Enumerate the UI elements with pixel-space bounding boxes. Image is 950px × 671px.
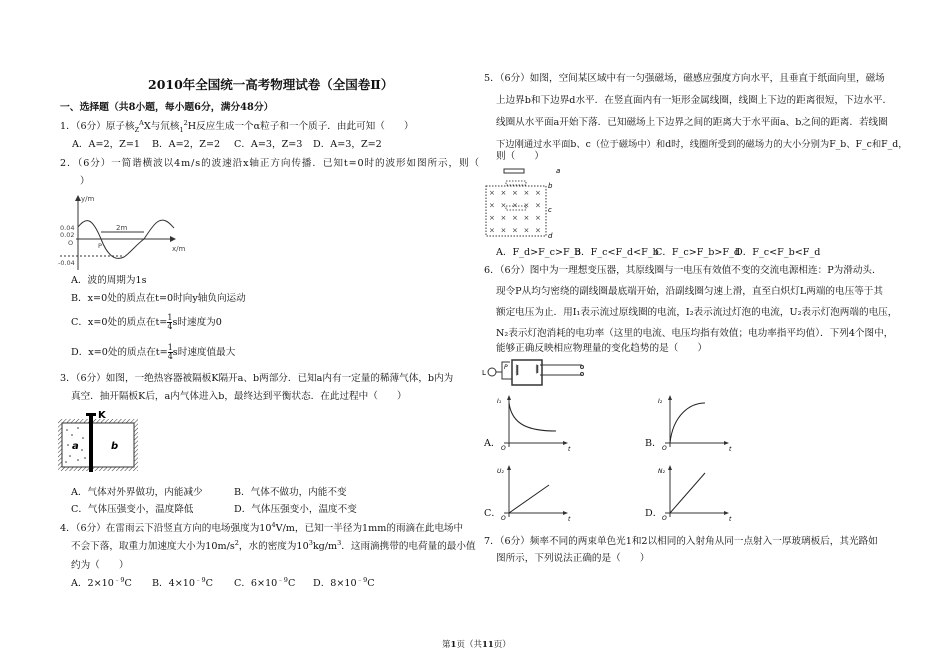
field-cross: ×: [523, 214, 530, 222]
opt-sup: ﹣9: [356, 575, 368, 584]
q4-text: kg/m: [312, 541, 338, 552]
denominator: 4: [167, 322, 173, 331]
denominator: 4: [167, 352, 173, 361]
terminal: [581, 373, 584, 376]
q3-option-d: D．气体压强变小，温度不变: [234, 504, 357, 515]
label-a: a: [556, 167, 561, 175]
opt-text: C: [124, 578, 132, 589]
total-pages: 11: [481, 640, 494, 650]
q5-option-b: B．F_c<F_d<F_b: [574, 247, 659, 258]
q6-option-c-label: C．: [484, 508, 501, 519]
q6-option-b-label: B．: [645, 438, 662, 449]
partition-k: [89, 414, 93, 472]
x-arrow: [724, 441, 729, 445]
q3-option-c: C．气体压强变小，温度降低: [71, 504, 194, 515]
y-label: N₂: [658, 468, 665, 475]
label-d: d: [548, 232, 553, 240]
label-c: c: [548, 206, 552, 214]
opt-sup: ﹣9: [195, 575, 206, 584]
opt-text: A．2×10: [71, 578, 114, 589]
wave-figure: [58, 195, 188, 275]
container-figure: [58, 410, 158, 472]
origin-label: O: [501, 515, 506, 522]
question-1: [60, 120, 414, 133]
footer-text: 页（共: [456, 640, 482, 650]
origin-label: O: [662, 445, 667, 452]
tick-label: 0.04: [60, 224, 75, 232]
q6-graph-b: [658, 395, 735, 453]
field-cross: ×: [489, 201, 495, 210]
opt-text: C: [205, 578, 213, 589]
q4-text: ，水的密度为10: [238, 541, 309, 552]
trend-curve: [670, 403, 705, 443]
field-cross: ×: [535, 189, 541, 197]
field-cross: ×: [512, 214, 518, 222]
y-label: I₂: [658, 398, 663, 405]
point-label: P: [98, 242, 102, 250]
y-arrow: [668, 465, 672, 470]
q3-option-a: A．气体对外界做功，内能减少: [71, 487, 203, 498]
a-label: a: [72, 441, 79, 452]
field-cross: ×: [500, 214, 507, 222]
q4-sup: 2: [234, 538, 239, 547]
terminal: [581, 366, 584, 369]
q6-option-a-label: A．: [484, 438, 501, 449]
partition-handle: [86, 413, 96, 416]
secondary-coil: [516, 365, 518, 375]
field-crosses: [489, 189, 541, 235]
q2-option-a: A．波的周期为1s: [71, 275, 147, 286]
q5-option-d: D．F_c<F_b<F_d: [735, 247, 821, 258]
field-cross: ×: [523, 201, 530, 210]
question-6-cont: 能够正确反映相应物理量的变化趋势的是（ ）: [496, 343, 708, 354]
q4-sup: 3: [308, 538, 313, 547]
numerator: 1: [167, 313, 173, 322]
q2-option-c: [71, 314, 222, 331]
coil: [504, 169, 524, 173]
numerator: 1: [167, 343, 173, 352]
field-cross: ×: [512, 189, 518, 197]
page-number: 1: [450, 640, 457, 650]
question-2: 2．（6分）一简谐横波以4m/s的波速沿x轴正方向传播．已知t=0时的波形如图所示，则（: [60, 158, 480, 169]
q4-option-a: [71, 577, 132, 590]
q1-sup: 2: [183, 118, 188, 127]
q1-option-c: C．A=3，Z=3: [234, 139, 303, 150]
question-4-cont: 约为（ ）: [71, 560, 129, 571]
span-label: 2m: [116, 224, 128, 232]
q1-option-b: B．A=2，Z=2: [152, 139, 221, 150]
question-5-cont: 上边界b和下边界d水平．在竖直面内有一矩形金属线圈，线圈上下边的距离很短，下边水平．: [496, 95, 893, 106]
field-cross: ×: [500, 201, 507, 210]
lamp-label: L: [482, 369, 486, 377]
question-6: 6．（6分）图中为一理想变压器，其原线圈与一电压有效值不变的交流电源相连：P为滑动头．: [484, 265, 882, 276]
field-cross: ×: [535, 201, 541, 210]
q2-option-b: B．x=0处的质点在t=0时向y轴负向运动: [71, 293, 246, 304]
opt-text: C．6×10: [234, 578, 278, 589]
q2-c-text: C．x=0处的质点在t=: [71, 317, 168, 328]
question-4: [60, 522, 463, 535]
tick-label: O: [68, 239, 74, 247]
y-arrow: [507, 465, 511, 470]
k-label: K: [98, 410, 106, 421]
q1-option-d: D．A=3，Z=2: [313, 139, 382, 150]
section-heading: 一、选择题（共8小题，每小题6分，满分48分）: [60, 102, 274, 113]
question-3-cont: 真空．抽开隔板K后，a内气体进入b，最终达到平衡状态．在此过程中（ ）: [71, 391, 407, 402]
q6-graph-c: [497, 465, 574, 523]
question-5: 5．（6分）如图，空间某区域中有一匀强磁场，磁感应强度方向水平，且垂直于纸面向里，磁场: [484, 73, 885, 84]
q5-option-a: A．F_d>F_c>F_b: [496, 247, 581, 258]
question-5-cont: 则（ ）: [496, 151, 544, 162]
opt-sup: ﹣9: [277, 575, 288, 584]
q1-text: 1．（6分）原子核: [60, 121, 135, 132]
field-cross: ×: [523, 189, 530, 197]
question-6-cont: 现令P从均匀密绕的副线圈最底端开始，沿副线圈匀速上滑，直至白炽灯L两端的电压等于其: [496, 286, 883, 297]
b-label: b: [111, 441, 119, 452]
field-cross: ×: [500, 226, 507, 235]
q3-option-b: B．气体不做功，内能不变: [234, 487, 347, 498]
q2-option-d: [71, 344, 235, 361]
y-label: I₁: [497, 398, 502, 405]
x-label: t: [729, 446, 732, 453]
q4-option-d: [313, 577, 375, 590]
x-label: t: [568, 446, 571, 453]
q6-graph-d: [658, 465, 735, 523]
field-cross: ×: [523, 226, 530, 235]
y-arrow: [507, 395, 511, 400]
field-cross: ×: [489, 189, 495, 197]
opt-text: C: [287, 578, 296, 589]
coil-position-b: [506, 181, 526, 185]
trend-curve: [670, 473, 705, 513]
q4-sup: 3: [337, 538, 342, 547]
q1-text: H反应生成一个α粒子和一个质子．由此可知（ ）: [187, 121, 414, 132]
q2-d-text: s时速度值最大: [172, 347, 236, 358]
page-footer: [442, 639, 511, 652]
x-arrow: [563, 511, 568, 515]
q1-sub: Z: [134, 125, 140, 134]
label-b: b: [548, 182, 553, 190]
y-label: U₂: [497, 468, 504, 475]
opt-sup: ﹣9: [113, 575, 125, 584]
q6-graph-a: [497, 395, 574, 453]
x-label: x/m: [172, 245, 186, 253]
x-arrow: [563, 441, 568, 445]
x-axis-arrow: [170, 236, 176, 242]
question-7: 7．（6分）频率不同的两束单色光1和2以相同的入射角从同一点射入一厚玻璃板后，其光路如: [484, 536, 878, 547]
q1-sup: A: [139, 118, 144, 127]
question-4-cont: [71, 540, 476, 553]
transformer-circuit: [482, 357, 592, 387]
page-title: 2010年全国统一高考物理试卷（全国卷Ⅱ）: [148, 77, 394, 92]
q4-text: V/m，已知一半径为1mm的雨滴在此电场中: [275, 523, 464, 534]
opt-text: D．8×10: [313, 578, 357, 589]
source-wires: [540, 365, 582, 375]
field-cross: ×: [512, 201, 518, 210]
q2-c-text: s时速度为0: [172, 317, 222, 328]
field-cross: ×: [512, 226, 518, 235]
origin-label: O: [662, 515, 667, 522]
q1-sub: 1: [179, 125, 184, 134]
footer-text: 页）: [493, 640, 511, 650]
q2-d-text: D．x=0处的质点在t=: [71, 347, 168, 358]
magnetic-field-figure: [484, 166, 564, 241]
slider-label: P: [504, 364, 508, 371]
question-6-cont: 额定电压为止．用I₁表示流过原线圈的电流，I₂表示流过灯泡的电流，U₂表示灯泡两端的电压，: [496, 307, 898, 318]
origin-label: O: [501, 445, 506, 452]
x-arrow: [724, 511, 729, 515]
trend-curve: [509, 485, 549, 513]
field-cross: ×: [489, 214, 495, 222]
q6-option-d-label: D．: [645, 508, 663, 519]
question-5-cont: 线圈从水平面a开始下落．已知磁场上下边界之间的距离大于水平面a、b之间的距离．若线圈: [496, 117, 888, 128]
question-5-cont: 下边刚通过水平面b、c（位于磁场中）和d时，线圈所受到的磁场力的大小分别为F_b、F_c和F_d，: [496, 139, 908, 150]
tick-label: 0.02: [60, 231, 75, 239]
opt-text: B．4×10: [152, 578, 195, 589]
q4-text: 不会下落，取重力加速度大小为10m/s: [71, 541, 235, 552]
tick-label: -0.04: [58, 259, 75, 267]
trend-curve: [509, 403, 556, 431]
x-label: t: [568, 516, 571, 523]
primary-coil: [536, 365, 538, 373]
q4-option-b: [152, 577, 213, 590]
question-3: 3．（6分）如图，一绝热容器被隔板K隔开a、b两部分．已知a内有一定量的稀薄气体，b内为: [60, 373, 454, 384]
y-arrow: [668, 395, 672, 400]
field-cross: ×: [535, 214, 541, 222]
field-cross: ×: [489, 226, 495, 235]
q4-sup: 4: [271, 520, 276, 529]
q4-text: 4．（6分）在雷雨云下沿竖直方向的电场强度为10: [60, 523, 272, 534]
opt-text: C: [367, 578, 375, 589]
q1-option-a: A．A=2，Z=1: [72, 139, 140, 150]
question-6-cont: N₂表示灯泡消耗的电功率（这里的电流、电压均指有效值；电功率指平均值）．下列4个图中，: [496, 328, 894, 339]
q1-text: X与氘核: [143, 121, 180, 132]
question-2-cont: ）: [80, 176, 90, 187]
y-label: y/m: [81, 195, 95, 203]
q4-text: ．这雨滴携带的电荷量的最小值: [341, 541, 476, 552]
question-7-cont: 图所示，下列说法正确的是（ ）: [496, 553, 650, 564]
lamp-icon: [488, 368, 496, 376]
q4-option-c: [234, 577, 295, 590]
footer-text: 第: [442, 640, 451, 650]
q5-option-c: C．F_c>F_b>F_d: [655, 247, 741, 258]
field-cross: ×: [535, 226, 541, 235]
field-cross: ×: [500, 189, 507, 197]
x-label: t: [729, 516, 732, 523]
